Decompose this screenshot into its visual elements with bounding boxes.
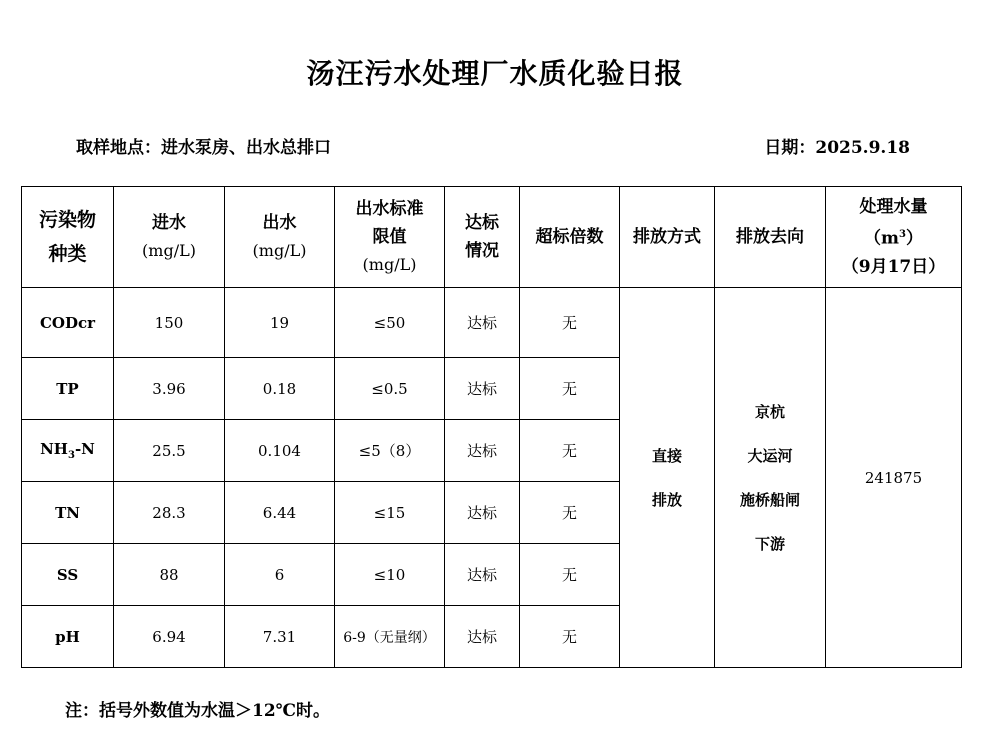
- header-influent: [114, 187, 225, 288]
- header-compliance: [445, 187, 520, 288]
- header-influent-unit: (mg/L): [142, 241, 196, 260]
- treated-volume: 241875: [826, 288, 962, 668]
- header-volume: [826, 187, 962, 288]
- influent-value: 25.5: [114, 420, 225, 482]
- pollutant-name: TP: [22, 358, 114, 420]
- header-exceed: 超标倍数: [520, 187, 620, 288]
- exceed-value: 无: [520, 482, 620, 544]
- volume-unit-suffix: ）: [905, 228, 923, 249]
- compliance-status: 达标: [445, 544, 520, 606]
- compliance-status: 达标: [445, 606, 520, 668]
- limit-value: ≤50: [335, 288, 445, 358]
- influent-value: 88: [114, 544, 225, 606]
- header-volume-unit: [826, 221, 961, 253]
- header-effluent-unit: (mg/L): [252, 241, 307, 260]
- limit-value: ≤15: [335, 482, 445, 544]
- header-effluent-line1: 出水: [262, 213, 297, 233]
- exceed-value: 无: [520, 358, 620, 420]
- limit-value: ≤5（8）: [335, 420, 445, 482]
- limit-value: ≤10: [335, 544, 445, 606]
- effluent-value: 6: [225, 544, 335, 606]
- report-date: 日期：2025.9.18: [764, 138, 910, 158]
- header-limit-unit: (mg/L): [362, 255, 417, 274]
- discharge-dest-line4: 下游: [754, 534, 785, 553]
- compliance-status: 达标: [445, 358, 520, 420]
- table-row: [22, 288, 962, 358]
- header-volume-date: （9月17日）: [841, 256, 946, 277]
- header-pollutant-line1: 污染物: [38, 209, 96, 231]
- influent-value: 150: [114, 288, 225, 358]
- header-pollutant: [22, 187, 114, 288]
- header-compliance-line2: 情况: [465, 241, 499, 261]
- pollutant-name: [22, 420, 114, 482]
- exceed-value: 无: [520, 544, 620, 606]
- effluent-value: 19: [225, 288, 335, 358]
- discharge-dest-line2: 大运河: [747, 446, 793, 465]
- limit-value: 6-9（无量纲）: [335, 606, 445, 668]
- discharge-method-line2: 排放: [651, 490, 682, 509]
- pollutant-name-sub: 3: [67, 450, 75, 461]
- water-quality-table: [21, 186, 962, 668]
- header-compliance-line1: 达标: [465, 213, 499, 233]
- influent-value: 28.3: [114, 482, 225, 544]
- compliance-status: 达标: [445, 482, 520, 544]
- discharge-dest-line1: 京杭: [754, 402, 785, 421]
- header-volume-line1: 处理水量: [859, 197, 928, 218]
- discharge-method: [620, 288, 715, 668]
- header-limit-line2: 限值: [372, 227, 407, 247]
- compliance-status: 达标: [445, 288, 520, 358]
- header-pollutant-line2: 种类: [48, 243, 87, 265]
- report-title: 汤汪污水处理厂水质化验日报: [306, 57, 684, 90]
- influent-value: 3.96: [114, 358, 225, 420]
- pollutant-name: TN: [22, 482, 114, 544]
- exceed-value: 无: [520, 288, 620, 358]
- header-discharge-dest: 排放去向: [715, 187, 826, 288]
- exceed-value: 无: [520, 420, 620, 482]
- pollutant-name: CODcr: [22, 288, 114, 358]
- effluent-value: 7.31: [225, 606, 335, 668]
- header-limit-line1: 出水标准: [355, 199, 424, 219]
- effluent-value: 0.18: [225, 358, 335, 420]
- exceed-value: 无: [520, 606, 620, 668]
- sampling-location: 取样地点：进水泵房、出水总排口: [76, 138, 331, 158]
- volume-unit-prefix: （m: [864, 228, 900, 249]
- header-influent-line1: 进水: [152, 213, 186, 233]
- volume-unit-sup: 3: [899, 229, 906, 241]
- header-limit: [335, 187, 445, 288]
- effluent-value: 6.44: [225, 482, 335, 544]
- footnote: 注：括号外数值为水温＞12℃时。: [65, 701, 331, 721]
- header-effluent: [225, 187, 335, 288]
- effluent-value: 0.104: [225, 420, 335, 482]
- limit-value: ≤0.5: [335, 358, 445, 420]
- discharge-method-line1: 直接: [651, 446, 682, 465]
- discharge-destination: [715, 288, 826, 668]
- influent-value: 6.94: [114, 606, 225, 668]
- header-row: [22, 187, 962, 288]
- pollutant-name: pH: [22, 606, 114, 668]
- pollutant-name: SS: [22, 544, 114, 606]
- discharge-dest-line3: 施桥船闸: [739, 490, 800, 509]
- pollutant-name-base: NH: [40, 440, 68, 458]
- header-discharge-method: 排放方式: [620, 187, 715, 288]
- pollutant-name-suffix: -N: [74, 440, 95, 458]
- compliance-status: 达标: [445, 420, 520, 482]
